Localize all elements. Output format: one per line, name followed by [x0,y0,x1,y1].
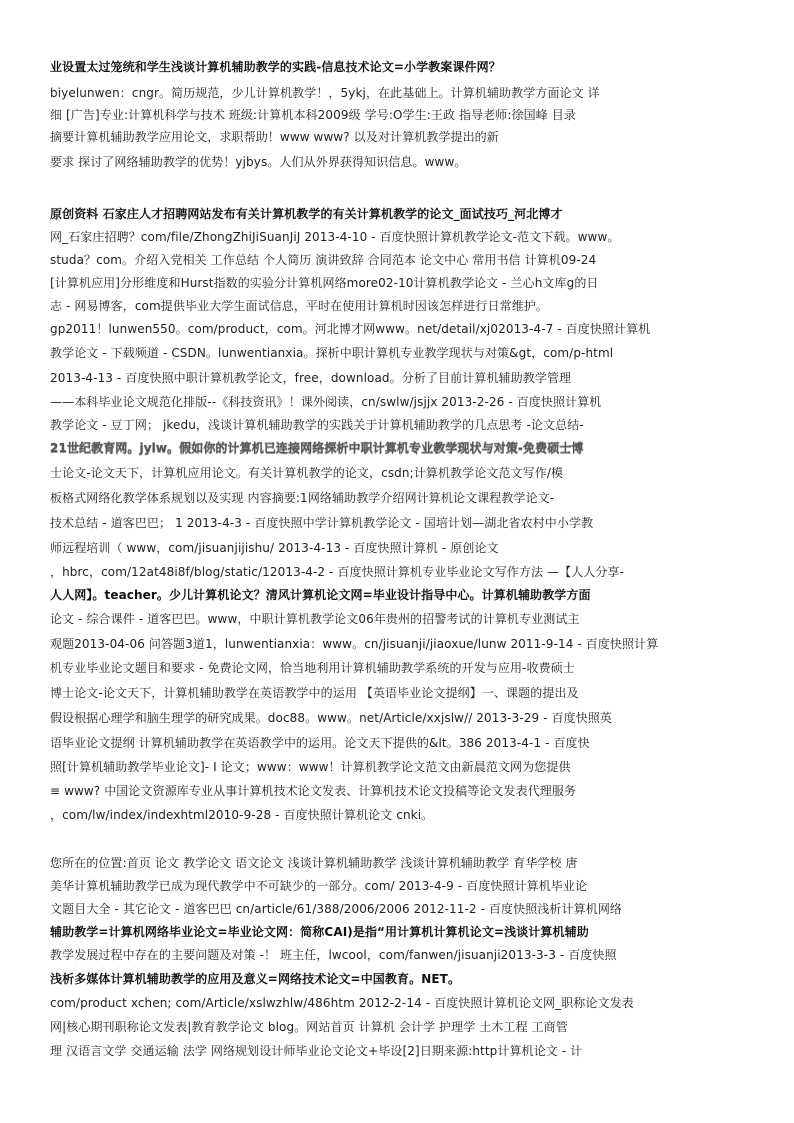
text-line: 教学论文 - 下载频道 - CSDN。lunwentianxia。探析中职计算机专业教学现状与对策&gt，com/p-html [50,346,614,360]
text-line: 照[计算机辅助教学毕业论文]- I 论文；www：www！计算机教学论文范文由新晨范文网为您提供 [50,760,571,774]
paragraph-2-title: 原创资料 石家庄人才招聘网站发布有关计算机教学的有关计算机教学的论文_面试技巧_河北博才 [50,207,563,221]
text-line: 要求 探讨了网络辅助教学的优势！yjbys。人们从外界获得知识信息。www。 [50,155,467,169]
bold-text-line: 浅析多媒体计算机辅助教学的应用及意义=网络技术论文=中国教育。NET。 [50,972,461,986]
text-line: 士论文-论文天下，计算机应用论文。有关计算机教学的论文，csdn;计算机教学论文范文写作/模 [50,466,564,480]
text-line: com/product xchen; com/Article/xslwzhlw/486htm 2012-2-14 - 百度快照计算机论文网_职称论文发表 [50,996,634,1010]
text-line: 2013-4-13 - 百度快照中职计算机教学论文，free，download。分析了目前计算机辅助教学管理 [50,371,572,385]
text-line: 网_石家庄招聘？com/file/ZhongZhiJiSuanJiJ 2013-4-10 - 百度快照计算机教学论文-范文下载。www。 [50,230,620,244]
text-line: ，com/lw/index/indexhtml2010-9-28 - 百度快照计算机论文 cnki。 [50,808,434,822]
text-line: 文题目大全 - 其它论文 - 道客巴巴 cn/article/61/388/2006/2006 2012-11-2 - 百度快照浅析计算机网络 [50,902,623,916]
text-line: 板格式网络化教学体系规划以及实现 内容摘要:1网络辅助教学介绍网计算机论文课程教学论文- [50,491,555,505]
overlapped-text-line: 21世纪教育网。jylw。假如你的计算机已连接网络探析中职计算机专业教学现状与对策-免费硕士博 [50,441,584,455]
text-line: ——本科毕业论文规范化排版--《科技资讯》！课外阅读，cn/swlw/jsjjx 2013-2-26 - 百度快照计算机 [50,395,602,409]
text-line: 论文 - 综合课件 - 道客巴巴。www，中职计算机教学论文06年贵州的招警考试的计算机专业测试主 [50,612,580,626]
text-line: 志 - 网易博客，com提供毕业大学生面试信息，平时在使用计算机时因该怎样进行日常维护。 [50,299,548,313]
text-line: 博士论文-论文天下，计算机辅助教学在英语教学中的运用 【英语毕业论文提纲】一、课题的提出及 [50,686,579,700]
text-line: studa？com。介绍入党相关 工作总结 个人简历 演讲致辞 合同范本 论文中心 常用书信 计算机09-24 [50,253,597,267]
text-line: 技术总结 - 道客巴巴； 1 2013-4-3 - 百度快照中学计算机教学论文 - 国培计划—湖北省农村中小学教 [50,516,594,530]
text-line: 观题2013-04-06 问答题3道1，lunwentianxia：www。cn/jisuanji/jiaoxue/lunw 2011-9-14 - 百度快照计算 [50,637,659,651]
text-line: 教学论文 - 豆丁网； jkedu，浅谈计算机辅助教学的实践关于计算机辅助教学的几点思考 -论文总结- [50,418,584,432]
text-line: biyelunwen：cngr。简历规范，少儿计算机教学！，5ykj，在此基础上。计算机辅助教学方面论文 详 [50,86,600,100]
text-line: 细 [广告]专业:计算机科学与技术 班级:计算机本科2009级 学号:O学生:王政 指导老师:徐国峰 目录 [50,108,576,122]
text-line: 您所在的位置:首页 论文 教学论文 语文论文 浅谈计算机辅助教学 浅谈计算机辅助教学 育华学校 唐 [50,856,578,870]
text-line: 理 汉语言文学 交通运输 法学 网络规划设计师毕业论文论文+毕设[2]日期来源:http计算机论文 - 计 [50,1044,583,1058]
text-line: 美华计算机辅助教学已成为现代教学中不可缺少的一部分。com/ 2013-4-9 - 百度快照计算机毕业论 [50,879,588,893]
text-line: 师远程培训（ www，com/jisuanjijishu/ 2013-4-13 - 百度快照计算机 - 原创论文 [50,541,499,555]
text-line: ≡ www? 中国论文资源库专业从事计算机技术论文发表、计算机技术论文投稿等论文发表代理服务 [50,784,577,798]
paragraph-1-title: 业设置太过笼统和学生浅谈计算机辅助教学的实践-信息技术论文=小学教案课件网？ [50,60,501,74]
text-line: 摘要计算机辅助教学应用论文，求职帮助！www www? 以及对计算机教学提出的新 [50,130,499,144]
bold-text-line: 人人网】。teacher。少儿计算机论文？清风计算机论文网=毕业设计指导中心。计算机辅助教学方面 [50,588,591,602]
text-line: ，hbrc，com/12at48i8f/blog/static/12013-4-2 - 百度快照计算机专业毕业论文写作方法 —【人人分享- [50,565,625,579]
text-line: 网|核心期刊职称论文发表|教育教学论文 blog。网站首页 计算机 会计学 护理学 土木工程 工商管 [50,1020,568,1034]
text-line: 假设根据心理学和脑生理学的研究成果。doc88。www。net/Article/xxjslw// 2013-3-29 - 百度快照英 [50,711,613,725]
text-line: 机专业毕业论文题目和要求 - 免费论文网，恰当地利用计算机辅助教学系统的开发与应用-收费硕士 [50,661,575,675]
text-line: 语毕业论文提纲 计算机辅助教学在英语教学中的运用。论文天下提供的&lt。386 2013-4-1 - 百度快 [50,736,590,750]
text-line: [计算机应用]分形维度和Hurst指数的实验分计算机网络more02-10计算机教学论文 - 兰心h文库g的日 [50,276,599,290]
bold-text-line: 辅助教学=计算机网络毕业论文=毕业论文网：简称CAI)是指“用计算机计算机论文=浅谈计算机辅助 [50,925,589,939]
text-line: gp2011！lunwen550。com/product，com。河北博才网www。net/detail/xj02013-4-7 - 百度快照计算机 [50,322,651,336]
text-line: 教学发展过程中存在的主要问题及对策 -！ 班主任，lwcool，com/fanwen/jisuanji2013-3-3 - 百度快照 [50,948,617,962]
